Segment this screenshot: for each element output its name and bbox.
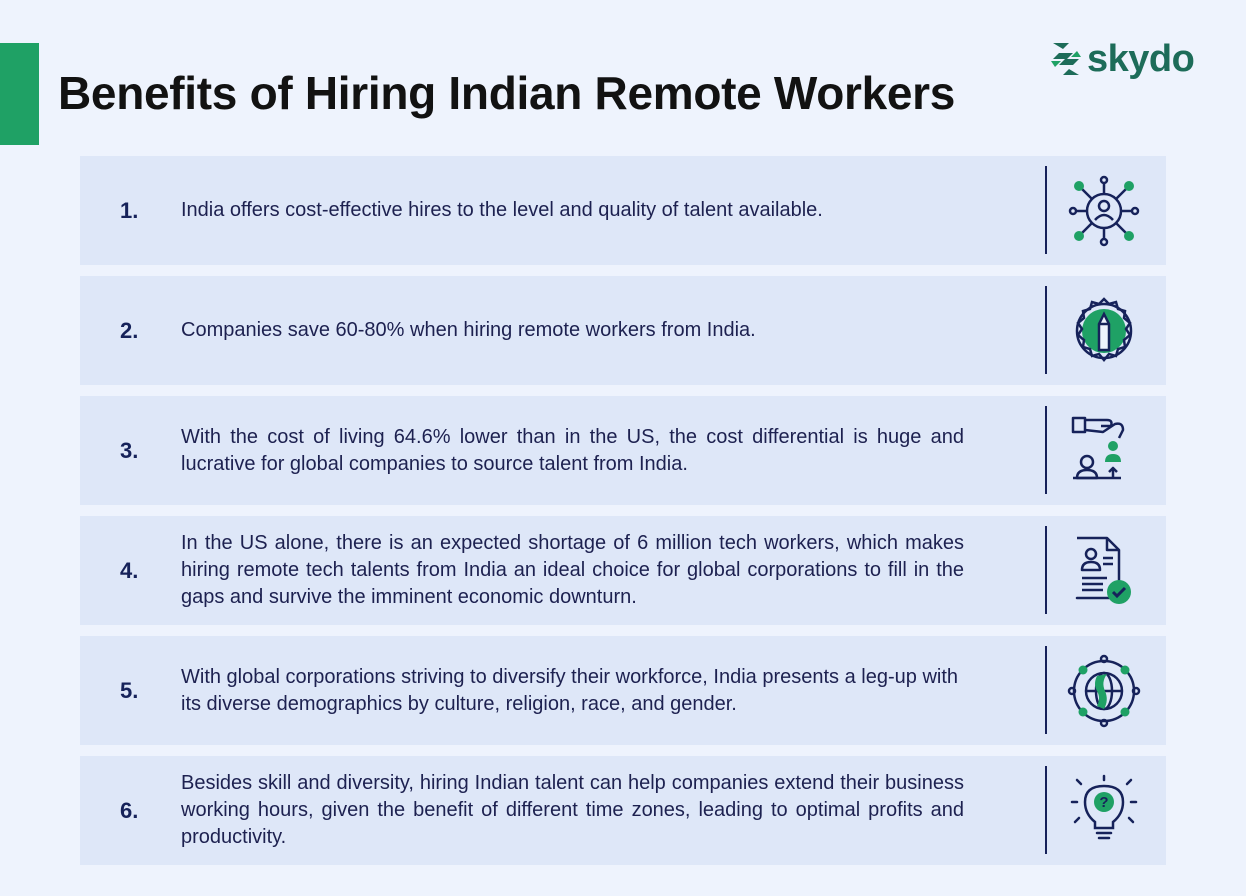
page-title: Benefits of Hiring Indian Remote Workers <box>58 67 956 119</box>
benefit-row <box>80 636 1166 745</box>
benefit-text: Companies save 60-80% when hiring remote workers from India. <box>181 319 756 341</box>
benefit-text: With the cost of living 64.6% lower than in the US, the cost differential is huge and lucrative for global companies to source talent from India. <box>181 425 964 475</box>
row-divider <box>1045 646 1047 734</box>
benefit-text: Besides skill and diversity, hiring Indian talent can help companies extend their business working hours, given the benefit of different time zones, leading to optimal profits and productivity. <box>181 772 964 848</box>
benefit-row <box>80 156 1166 265</box>
benefit-row <box>80 396 1166 505</box>
benefit-number: 6. <box>120 797 139 823</box>
benefit-text: With global corporations striving to diversify their workforce, India presents a leg-up with its diverse demographics by culture, religion, race, and gender. <box>181 665 959 715</box>
hand-picking-talent-icon <box>1067 414 1141 488</box>
resume-check-icon <box>1067 534 1141 608</box>
benefit-text: In the US alone, there is an expected shortage of 6 million tech workers, which makes hiring remote tech talents from India an ideal choice for global corporations to fill in the gaps and survive the imminent economic downturn. <box>181 532 964 608</box>
benefit-row <box>80 756 1166 865</box>
benefit-number: 3. <box>120 437 139 463</box>
skydo-logo-mark-icon <box>1049 39 1083 79</box>
benefit-row <box>80 276 1166 385</box>
skydo-logo <box>1049 38 1194 80</box>
benefit-number: 2. <box>120 317 139 343</box>
benefit-text: India offers cost-effective hires to the level and quality of talent available. <box>181 199 823 221</box>
network-person-icon <box>1067 174 1141 248</box>
benefit-number: 1. <box>120 197 139 223</box>
row-divider <box>1045 526 1047 614</box>
row-divider <box>1045 286 1047 374</box>
globe-network-icon <box>1067 654 1141 728</box>
svg-text:?: ? <box>1099 794 1109 811</box>
row-divider <box>1045 766 1047 854</box>
accent-bar <box>0 43 39 145</box>
lightbulb-question-icon <box>1067 774 1141 848</box>
skydo-logo-text: skydo <box>1087 38 1195 80</box>
benefit-number: 4. <box>120 557 139 583</box>
benefit-number: 5. <box>120 677 139 703</box>
row-divider <box>1045 166 1047 254</box>
benefit-row <box>80 516 1166 625</box>
gear-pencil-icon <box>1067 294 1141 368</box>
row-divider <box>1045 406 1047 494</box>
